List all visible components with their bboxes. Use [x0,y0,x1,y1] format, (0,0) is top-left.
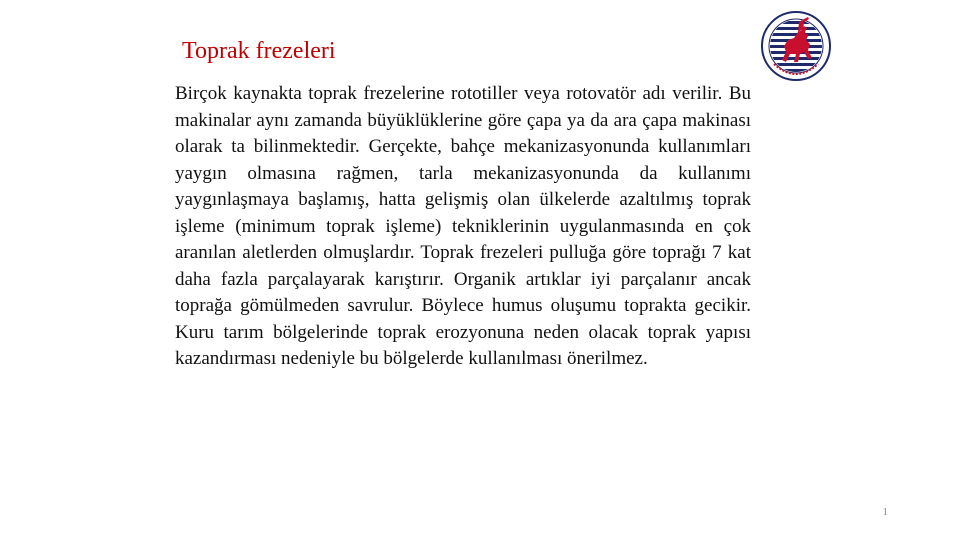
slide-title: Toprak frezeleri [182,38,336,64]
page-number: 1 [882,506,888,518]
university-seal-icon [758,10,834,86]
body-paragraph: Birçok kaynakta toprak frezelerine rototiller veya rotovatör adı verilir. Bu makinalar aynı zamanda büyüklüklerine göre çapa ya da ara çapa makinası olarak ta bilinmektedir. Gerçekte, bahçe mekanizasyonunda kullanımları yaygın olmasına rağmen, tarla mekanizasyonunda da kullanımı yaygınlaşmaya başlamış, hatta gelişmiş olan ülkelerde azaltılmış toprak işleme (minimum toprak işleme) tekniklerinin uygulanmasında en çok aranılan aletlerden olmuşlardır. Toprak frezeleri pulluğa göre toprağı 7 kat daha fazla parçalayarak karıştırır. Organik artıklar iyi parçalanır ancak toprağa gömülmeden savrulur. Böylece humus oluşumu toprakta gecikir. Kuru tarım bölgelerinde toprak erozyonuna neden olacak toprak yapısı kazandırması nedeniyle bu bölgelerde kullanılması önerilmez. [175,83,751,369]
